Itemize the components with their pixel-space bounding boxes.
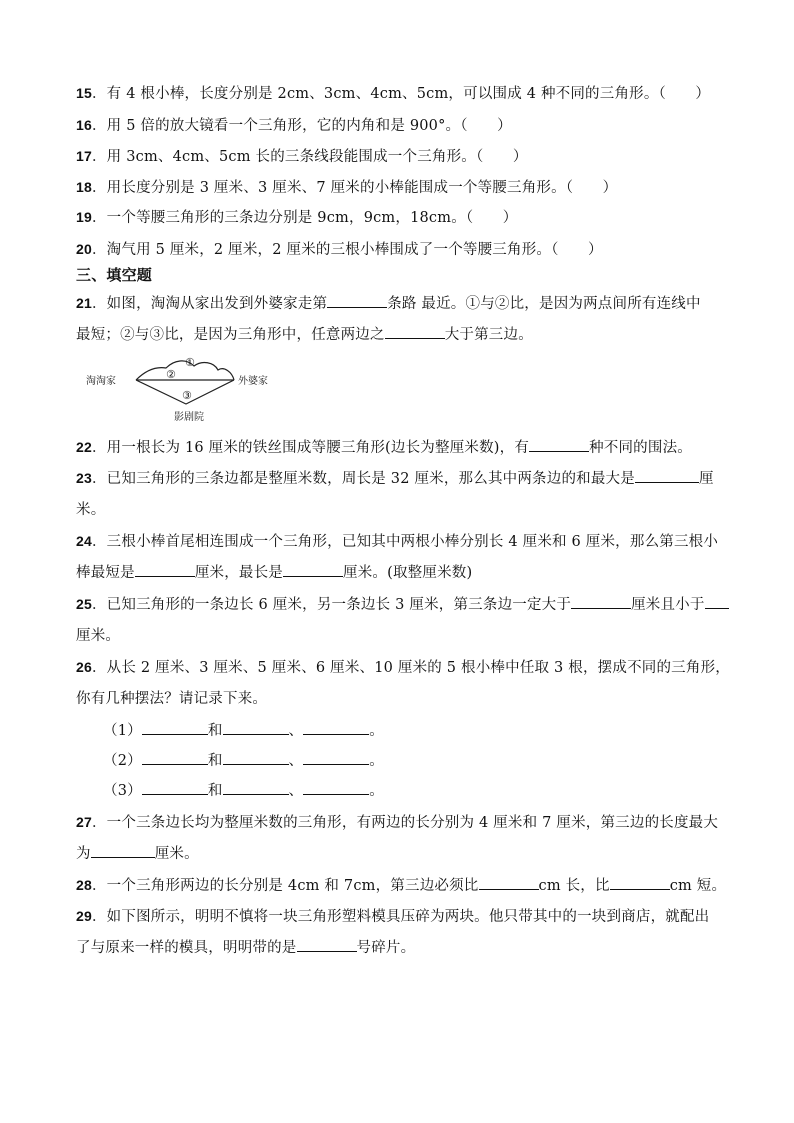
question-20	[76, 238, 603, 259]
question-number: 19	[76, 209, 92, 225]
question-29-line2	[76, 936, 415, 957]
question-text: ．如下图所示，明明不慎将一块三角形塑料模具压碎为两块。他只带其中的一块到商店，就配出	[91, 909, 710, 925]
question-23-line1	[76, 467, 714, 488]
question-15	[76, 82, 710, 103]
answer-blank[interactable]	[571, 594, 631, 609]
question-text: 种不同的围法。	[589, 440, 692, 456]
question-number: 16	[76, 117, 92, 133]
answer-blank[interactable]	[142, 720, 208, 735]
answer-blank[interactable]	[135, 562, 195, 577]
question-26-line1	[76, 656, 730, 677]
question-21-line2	[76, 323, 533, 344]
question-text: ．用一根长为 16 厘米的铁丝围成等腰三角形(边长为整厘米数)，有	[91, 440, 530, 456]
period: 。	[369, 783, 384, 799]
question-text: 厘米且小于	[631, 597, 705, 613]
question-16	[76, 114, 512, 135]
question-text: ．已知三角形的三条边都是整厘米数，周长是 32 厘米，那么其中两条边的和最大是	[91, 471, 635, 487]
question-27-line1	[76, 811, 718, 832]
question-text: 为	[76, 846, 91, 862]
question-22	[76, 436, 692, 457]
question-text: 厘米。	[154, 846, 199, 862]
question-24-line1	[76, 530, 718, 551]
separator: 、	[288, 753, 304, 769]
question-27-line2	[76, 842, 199, 863]
question-25-line2: 厘米。	[76, 628, 121, 644]
question-number: 26	[76, 659, 92, 675]
question-number: 20	[76, 241, 92, 257]
question-number: 23	[76, 470, 92, 486]
answer-row-2	[103, 749, 384, 770]
question-19	[76, 206, 517, 227]
route-1-label: ①	[185, 356, 195, 369]
question-text: cm 短。	[669, 878, 727, 894]
route-2-label: ②	[166, 368, 176, 381]
route-figure	[86, 352, 286, 426]
question-text: ．一个三条边长均为整厘米数的三角形，有两边的长分别为 4 厘米和 7 厘米，第三边的长度最大	[91, 815, 719, 831]
question-text: 棒最短是	[76, 565, 135, 581]
answer-blank[interactable]	[635, 468, 699, 483]
question-25-line1	[76, 593, 729, 614]
question-17	[76, 145, 528, 166]
answer-blank[interactable]	[142, 780, 208, 795]
answer-blank[interactable]	[705, 594, 729, 609]
period: 。	[369, 723, 384, 739]
question-text: ．一个等腰三角形的三条边分别是 9cm，9cm，18cm。（ ）	[91, 210, 518, 226]
question-21-line1	[76, 292, 701, 313]
separator: 、	[288, 723, 304, 739]
conjunction: 和	[207, 723, 223, 739]
answer-blank[interactable]	[303, 780, 369, 795]
question-text: ．一个三角形两边的长分别是 4cm 和 7cm，第三边必须比	[91, 878, 479, 894]
question-number: 22	[76, 439, 92, 455]
question-text: ．从长 2 厘米、3 厘米、5 厘米、6 厘米、10 厘米的 5 根小棒中任取 3 根，摆成不同的三角形，	[91, 660, 730, 676]
section-title: 三、填空题	[76, 266, 153, 284]
answer-blank[interactable]	[91, 843, 155, 858]
answer-blank[interactable]	[529, 437, 589, 452]
question-text: 大于第三边。	[444, 327, 533, 343]
conjunction: 和	[207, 783, 223, 799]
answer-blank[interactable]	[479, 875, 539, 890]
question-24-line2	[76, 561, 472, 582]
question-18	[76, 176, 617, 197]
question-26-line2: 你有几种摆法？请记录下来。	[76, 691, 268, 707]
question-text: 号碎片。	[356, 940, 416, 956]
row-index: （1）	[103, 723, 142, 739]
answer-blank[interactable]	[223, 750, 289, 765]
question-text: ．用 5 倍的放大镜看一个三角形，它的内角和是 900°。（ ）	[91, 118, 512, 134]
answer-blank[interactable]	[297, 937, 357, 952]
question-text: 厘	[698, 471, 714, 487]
answer-blank[interactable]	[223, 720, 289, 735]
answer-blank[interactable]	[385, 324, 445, 339]
question-number: 15	[76, 85, 92, 101]
answer-blank[interactable]	[610, 875, 670, 890]
answer-blank[interactable]	[303, 750, 369, 765]
question-number: 24	[76, 533, 92, 549]
question-text: ．用长度分别是 3 厘米、3 厘米、7 厘米的小棒能围成一个等腰三角形。（ ）	[91, 180, 618, 196]
question-text: ．用 3cm、4cm、5cm 长的三条线段能围成一个三角形。（ ）	[91, 149, 528, 165]
question-text: 最短；②与③比，是因为三角形中，任意两边之	[76, 327, 385, 343]
home-label: 淘淘家	[86, 376, 116, 387]
conjunction: 和	[207, 753, 223, 769]
question-number: 27	[76, 814, 92, 830]
answer-blank[interactable]	[327, 293, 387, 308]
question-number: 21	[76, 295, 92, 311]
route-3-label: ③	[182, 389, 192, 402]
question-text: 了与原来一样的模具，明明带的是	[76, 940, 297, 956]
question-28	[76, 874, 726, 895]
question-text: cm 长，比	[538, 878, 610, 894]
row-index: （2）	[103, 753, 142, 769]
answer-blank[interactable]	[303, 720, 369, 735]
question-text: 条路 最近。①与②比，是因为两点间所有连线中	[387, 296, 701, 312]
answer-blank[interactable]	[142, 750, 208, 765]
row-index: （3）	[103, 783, 142, 799]
period: 。	[369, 753, 384, 769]
answer-row-3	[103, 779, 384, 800]
question-text: ．已知三角形的一条边长 6 厘米，另一条边长 3 厘米，第三条边一定大于	[91, 597, 572, 613]
question-text: ．淘气用 5 厘米，2 厘米，2 厘米的三根小棒围成了一个等腰三角形。（ ）	[91, 242, 603, 258]
question-number: 17	[76, 148, 92, 164]
question-text: 厘米，最长是	[194, 565, 284, 581]
answer-blank[interactable]	[223, 780, 289, 795]
question-23-line2: 米。	[76, 502, 106, 518]
answer-blank[interactable]	[283, 562, 343, 577]
separator: 、	[288, 783, 304, 799]
answer-row-1	[103, 719, 384, 740]
cinema-label: 影剧院	[174, 412, 204, 423]
question-number: 25	[76, 596, 92, 612]
question-number: 28	[76, 877, 92, 893]
question-number: 18	[76, 179, 92, 195]
question-text: ．如图，淘淘从家出发到外婆家走第	[91, 296, 328, 312]
question-text: 厘米。(取整厘米数)	[343, 565, 473, 581]
question-29-line1	[76, 905, 709, 926]
question-number: 29	[76, 908, 92, 924]
question-text: ．三根小棒首尾相连围成一个三角形，已知其中两根小棒分别长 4 厘米和 6 厘米，那么第三根小	[91, 534, 719, 550]
question-text: ．有 4 根小棒，长度分别是 2cm、3cm、4cm、5cm，可以围成 4 种不同的三角形。（ ）	[91, 86, 711, 102]
route-diagram	[86, 352, 286, 426]
grandma-home-label: 外婆家	[238, 376, 268, 387]
